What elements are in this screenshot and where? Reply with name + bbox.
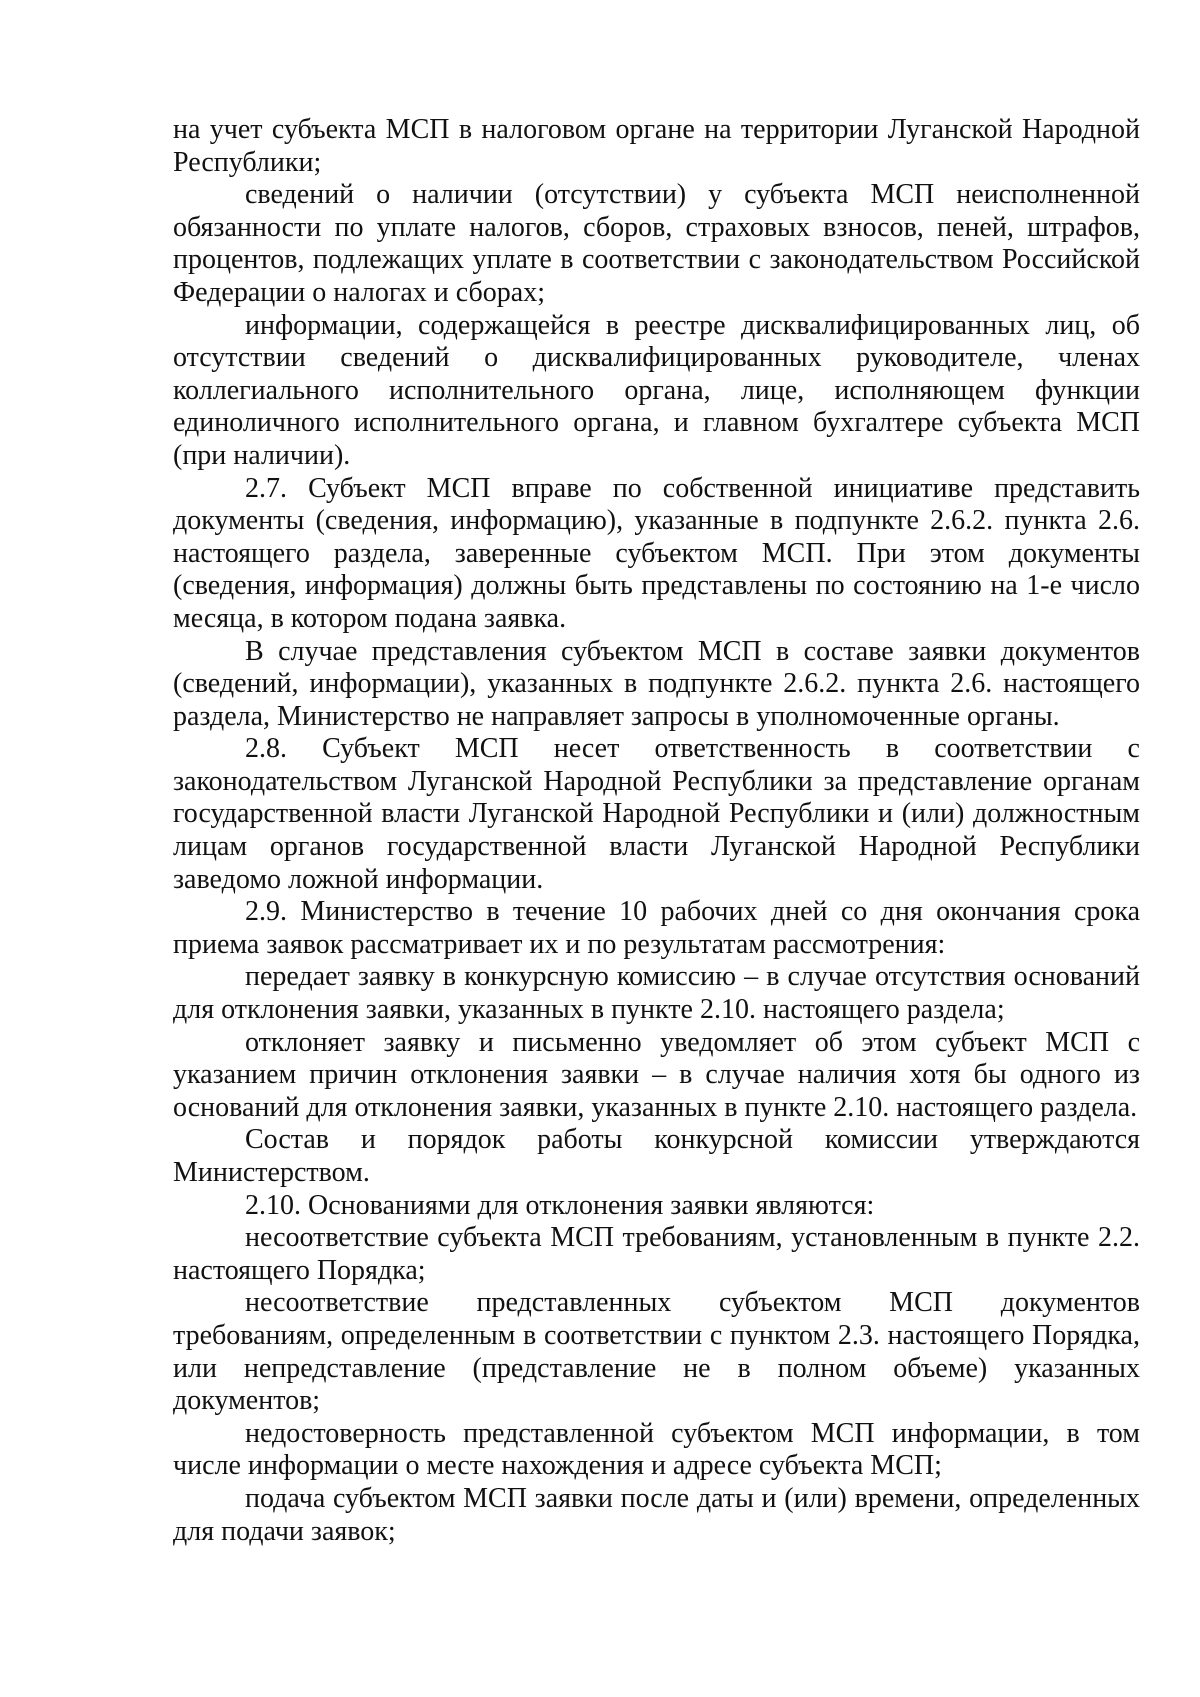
- paragraph: недостоверность представленной субъектом МСП информации, в том числе информации о месте нахождения и адресе субъекта МСП;: [173, 1417, 1140, 1482]
- paragraph: В случае представления субъектом МСП в составе заявки документов (сведений, информации), указанных в подпункте 2.6.2. пункта 2.6. настоящего раздела, Министерство не направляет запросы в уполномоченные органы.: [173, 635, 1140, 732]
- paragraph: несоответствие субъекта МСП требованиям, установленным в пункте 2.2. настоящего Порядка;: [173, 1222, 1140, 1286]
- paragraph: на учет субъекта МСП в налоговом органе на территории Луганской Народной Республики;: [173, 114, 1140, 178]
- paragraph: несоответствие представленных субъектом МСП документов требованиям, определенным в соответствии с пунктом 2.3. настоящего Порядка, или непредставление (представление не в полном объеме) указанных документов;: [173, 1287, 1140, 1417]
- paragraph: передает заявку в конкурсную комиссию – в случае отсутствия оснований для отклонения заявки, указанных в пункте 2.10. настоящего раздела;: [173, 961, 1140, 1026]
- paragraph: Состав и порядок работы конкурсной комиссии утверждаются Министерством.: [173, 1124, 1140, 1188]
- paragraph: 2.9. Министерство в течение 10 рабочих дней со дня окончания срока приема заявок рассматривает их и по результатам рассмотрения:: [173, 896, 1140, 960]
- paragraph: 2.7. Субъект МСП вправе по собственной инициативе представить документы (сведения, информацию), указанные в подпункте 2.6.2. пункта 2.6. настоящего раздела, заверенные субъектом МСП. При этом документы (сведения, информация) должны быть представлены по состоянию на 1-е число месяца, в котором подана заявка.: [173, 472, 1140, 634]
- paragraph: 2.8. Субъект МСП несет ответственность в соответствии с законодательством Луганской Народной Республики за представление органам государственной власти Луганской Народной Республики и (или) должностным лицам органов государственной власти Луганской Народной Республики заведомо ложной информации.: [173, 733, 1140, 895]
- document-body: [173, 114, 1140, 1548]
- paragraph: информации, содержащейся в реестре дисквалифицированных лиц, об отсутствии сведений о дисквалифицированных руководителе, членах коллегиального исполнительного органа, лице, исполняющем функции единоличного исполнительного органа, и главном бухгалтере субъекта МСП (при наличии).: [173, 309, 1140, 471]
- paragraph: сведений о наличии (отсутствии) у субъекта МСП неисполненной обязанности по уплате налогов, сборов, страховых взносов, пеней, штрафов, процентов, подлежащих уплате в соответствии с законодательством Российской Федерации о налогах и сборах;: [173, 179, 1140, 308]
- paragraph: 2.10. Основаниями для отклонения заявки являются:: [245, 1189, 875, 1221]
- paragraph: подача субъектом МСП заявки после даты и (или) времени, определенных для подачи заявок;: [173, 1482, 1140, 1547]
- paragraph: отклоняет заявку и письменно уведомляет об этом субъект МСП с указанием причин отклонения заявки – в случае наличия хотя бы одного из оснований для отклонения заявки, указанных в пункте 2.10. настоящего раздела.: [173, 1026, 1140, 1123]
